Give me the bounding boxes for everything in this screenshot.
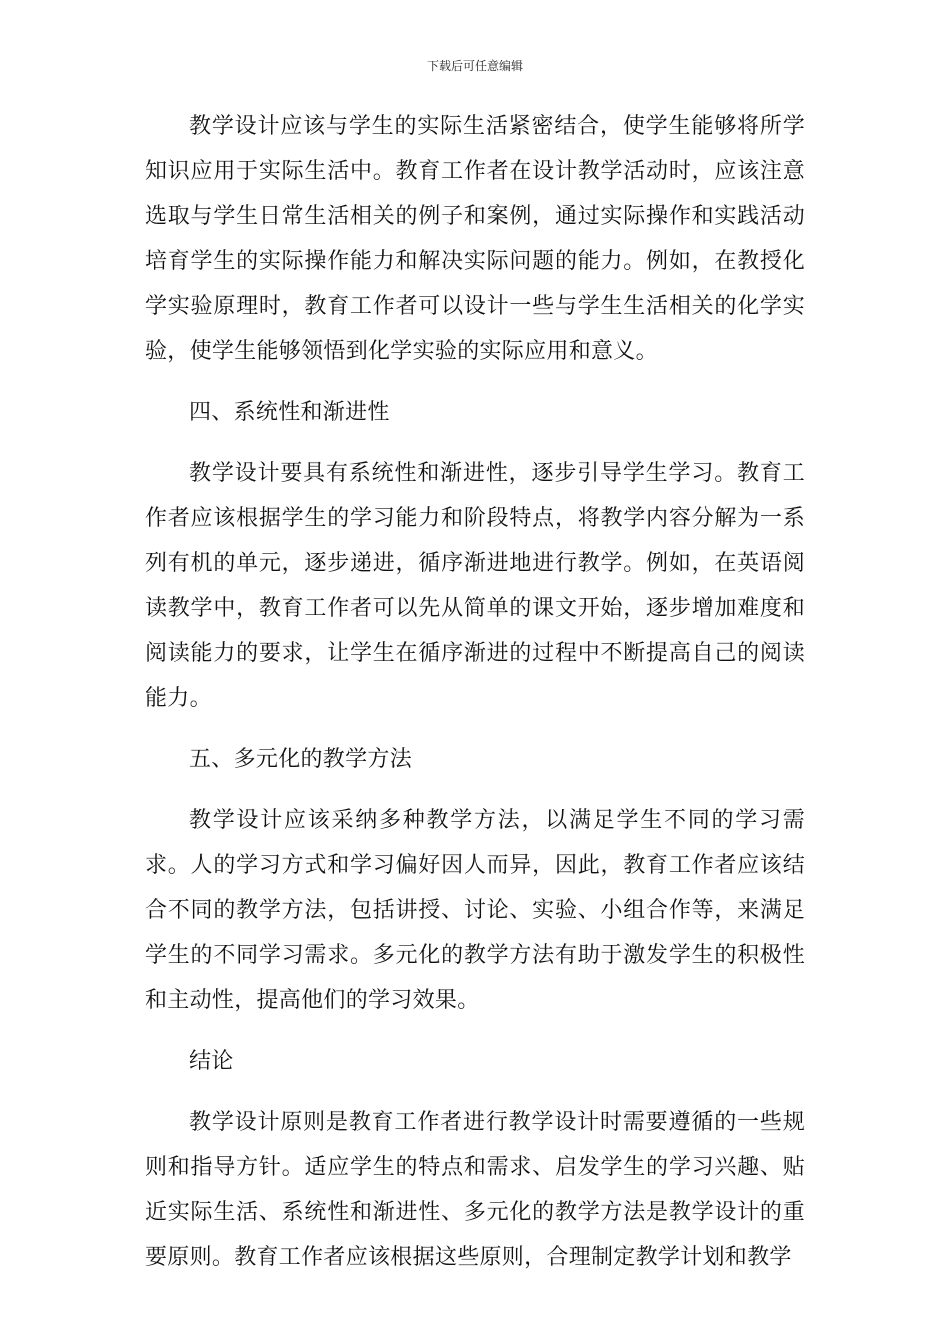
section-heading-systematic: 四、系统性和渐进性 [189, 400, 390, 425]
page-header: 下载后可任意编辑 [426, 59, 523, 73]
paragraph-conclusion: 教学设计原则是教育工作者进行教学设计时需要遵循的一些规则和指导方针。适应学生的特点和需求、启发学生的学习兴趣、贴近实际生活、系统性和渐进性、多元化的教学方法是教学设计的重要原则。教育工作者应该根据这些原则，合理制定教学计划和教学 [145, 1110, 805, 1270]
section-heading-diverse-methods: 五、多元化的教学方法 [189, 747, 413, 772]
paragraph-diverse-methods: 教学设计应该采纳多种教学方法，以满足学生不同的学习需求。人的学习方式和学习偏好因人而异，因此，教育工作者应该结合不同的教学方法，包括讲授、讨论、实验、小组合作等，来满足学生的不同学习需求。多元化的教学方法有助于激发学生的积极性和主动性，提高他们的学习效果。 [145, 808, 805, 1013]
paragraph-real-life: 教学设计应该与学生的实际生活紧密结合，使学生能够将所学知识应用于实际生活中。教育工作者在设计教学活动时，应该注意选取与学生日常生活相关的例子和案例，通过实际操作和实践活动培育学生的实际操作能力和解决实际问题的能力。例如，在教授化学实验原理时，教育工作者可以设计一些与学生生活相关的化学实验，使学生能够领悟到化学实验的实际应用和意义。 [145, 114, 805, 364]
section-heading-conclusion: 结论 [189, 1049, 234, 1074]
document-body [145, 104, 805, 1296]
paragraph-systematic: 教学设计要具有系统性和渐进性，逐步引导学生学习。教育工作者应该根据学生的学习能力和阶段特点，将教学内容分解为一系列有机的单元，逐步递进，循序渐进地进行教学。例如，在英语阅读教学中，教育工作者可以先从简单的课文开始，逐步增加难度和阅读能力的要求，让学生在循序渐进的过程中不断提高自己的阅读能力。 [145, 461, 805, 711]
